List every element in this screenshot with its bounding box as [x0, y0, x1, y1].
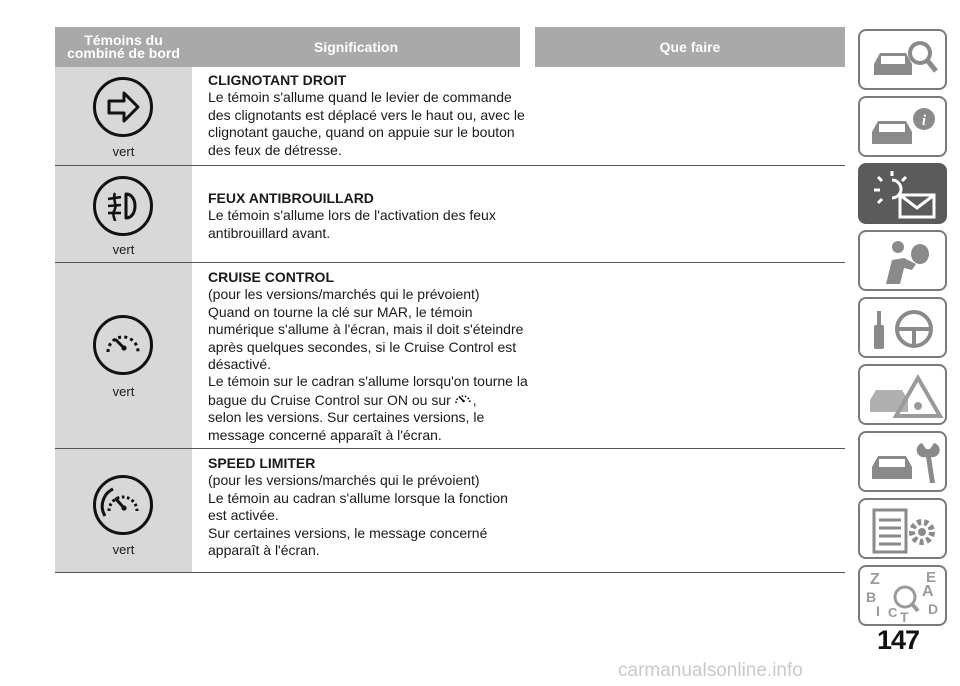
table-header: [55, 27, 845, 67]
index-letter: E: [926, 569, 937, 586]
warning-light-envelope-icon: [860, 165, 949, 226]
action-cell: [535, 166, 845, 262]
meaning-cell: [208, 72, 528, 159]
light-title: CLIGNOTANT DROIT: [208, 72, 347, 88]
light-description-end: , selon les versions. Sur certaines versions, le message concerné apparaît à l'écran.: [208, 391, 485, 443]
tab-starting-driving[interactable]: [858, 297, 947, 358]
airbag-person-icon: [860, 232, 949, 293]
index-letter: C: [888, 605, 898, 620]
index-letter: I: [876, 603, 880, 619]
header-meaning: [192, 27, 520, 67]
light-description: (pour les versions/marchés qui le prévoient) Le témoin au cadran s'allume lorsque la fonction est activée. Sur certaines versions, le message concerné apparaît à l'écran.: [208, 472, 508, 559]
meaning-cell: [208, 190, 528, 242]
table-row: [55, 67, 845, 166]
tab-car-info[interactable]: [858, 96, 947, 157]
light-title: CRUISE CONTROL: [208, 269, 334, 285]
color-label: vert: [112, 542, 135, 557]
tab-maintenance[interactable]: [858, 431, 947, 492]
action-cell: [535, 67, 845, 165]
action-cell: [535, 263, 845, 448]
meaning-cell: [208, 455, 528, 559]
svg-text:i: i: [921, 113, 927, 129]
page-number: 147: [876, 625, 920, 655]
table-row: [55, 449, 845, 573]
header-meaning-label: Signification: [314, 38, 398, 55]
header-action: [535, 27, 845, 67]
index-letter: T: [900, 609, 909, 625]
color-label: vert: [112, 384, 135, 399]
table-row: [55, 263, 845, 449]
index-letter: Z: [870, 571, 880, 588]
key-steering-wheel-icon: [860, 299, 949, 360]
tab-technical-data[interactable]: [858, 498, 947, 559]
table-row: [55, 166, 845, 263]
light-title: SPEED LIMITER: [208, 455, 316, 471]
icon-cell: [55, 263, 192, 448]
watermark: carmanualsonline.info: [618, 660, 803, 681]
light-description: (pour les versions/marchés qui le prévoient) Quand on tourne la clé sur MAR, le témoin numérique s'allume à l'écran, mais il doit s'éteindre après quelques secondes, si le Cruise Control est désactivé. Le témoin sur le cadran s'allume lorsqu'on tourne la bague du Cruise Control sur ON ou sur: [208, 286, 528, 408]
tab-emergency[interactable]: [858, 364, 947, 425]
arrow-right-icon: [93, 77, 153, 137]
index-letter: A: [922, 583, 934, 600]
light-title: FEUX ANTIBROUILLARD: [208, 190, 374, 206]
car-wrench-icon: [860, 433, 949, 494]
cruise-control-icon: [93, 315, 153, 375]
tab-warning-lights[interactable]: [858, 163, 947, 224]
light-description: Le témoin s'allume lors de l'activation des feux antibrouillard avant.: [208, 207, 496, 241]
warning-lights-table: [55, 27, 845, 559]
icon-cell: [55, 166, 192, 262]
action-cell: [535, 449, 845, 572]
light-description: Le témoin s'allume quand le levier de commande des clignotants est déplacé vers le haut ou, avec le clignotant gauche, quand on appuie sur le bouton des feux de détresse.: [208, 89, 525, 158]
color-label: vert: [112, 242, 135, 257]
header-lights: [55, 27, 192, 67]
cruise-control-small-icon: [453, 391, 473, 405]
car-info-icon: [860, 98, 949, 159]
car-warning-triangle-icon: [860, 366, 949, 427]
list-gear-icon: [860, 500, 949, 561]
header-action-label: Que faire: [659, 38, 721, 55]
index-letter: D: [928, 601, 939, 617]
tab-index[interactable]: [858, 565, 947, 626]
tab-car-magnifier[interactable]: [858, 29, 947, 90]
header-lights-label: Témoins du combiné de bord: [67, 32, 180, 61]
meaning-cell: [208, 269, 528, 444]
car-magnifier-icon: [860, 31, 949, 92]
color-label: vert: [112, 144, 135, 159]
icon-cell: [55, 67, 192, 165]
icon-cell: [55, 449, 192, 572]
fog-light-icon: [93, 176, 153, 236]
index-letter: B: [866, 589, 877, 605]
tab-safety[interactable]: [858, 230, 947, 291]
speed-limiter-icon: [93, 475, 153, 535]
